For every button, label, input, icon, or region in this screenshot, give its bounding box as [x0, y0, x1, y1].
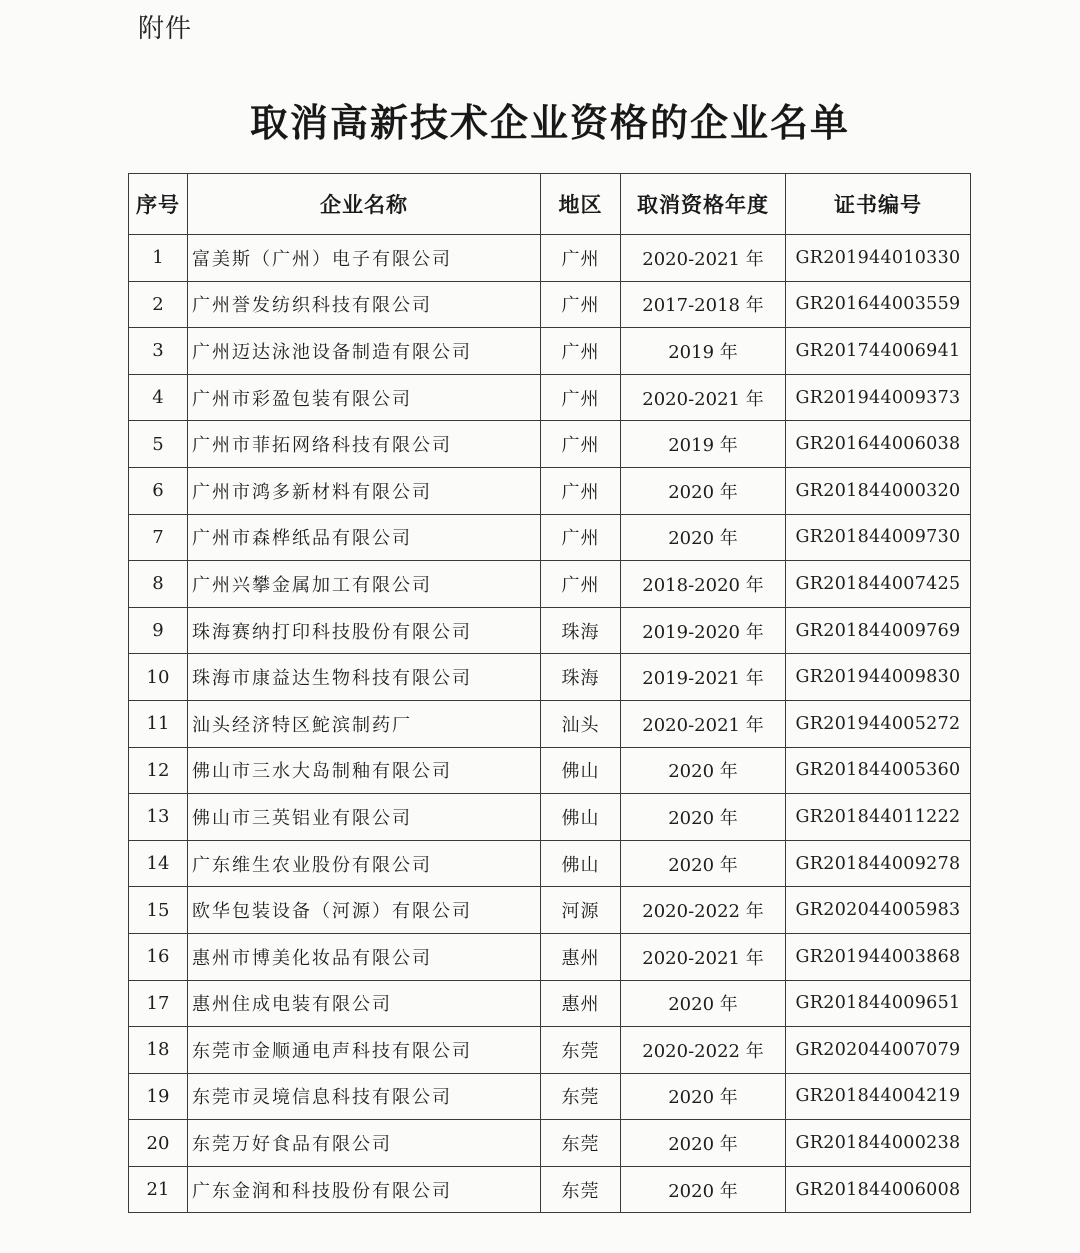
revoked-year: 2019-2020 年 — [621, 607, 786, 654]
company-name: 珠海市康益达生物科技有限公司 — [188, 654, 541, 701]
region: 佛山 — [541, 794, 621, 841]
certificate-number: GR201844004219 — [786, 1073, 971, 1120]
company-name: 东莞万好食品有限公司 — [188, 1120, 541, 1167]
table-header — [129, 174, 971, 235]
certificate-number: GR201844009651 — [786, 980, 971, 1027]
table-row — [129, 467, 971, 514]
region: 广州 — [541, 374, 621, 421]
row-index: 12 — [129, 747, 188, 794]
certificate-number: GR202044005983 — [786, 887, 971, 934]
company-name: 广州市鸿多新材料有限公司 — [188, 467, 541, 514]
row-index: 19 — [129, 1073, 188, 1120]
table-row — [129, 1120, 971, 1167]
region: 珠海 — [541, 654, 621, 701]
region: 惠州 — [541, 980, 621, 1027]
header-row — [129, 174, 971, 235]
region: 惠州 — [541, 933, 621, 980]
region: 广州 — [541, 467, 621, 514]
table-row — [129, 421, 971, 468]
company-name: 佛山市三水大岛制釉有限公司 — [188, 747, 541, 794]
row-index: 7 — [129, 514, 188, 561]
region: 东莞 — [541, 1166, 621, 1213]
row-index: 16 — [129, 933, 188, 980]
company-name: 广州市彩盈包装有限公司 — [188, 374, 541, 421]
revoked-year: 2020-2021 年 — [621, 700, 786, 747]
table-row — [129, 514, 971, 561]
table-row — [129, 933, 971, 980]
row-index: 1 — [129, 235, 188, 282]
company-name: 珠海赛纳打印科技股份有限公司 — [188, 607, 541, 654]
region: 广州 — [541, 235, 621, 282]
column-header-index: 序号 — [129, 174, 188, 235]
column-header-region: 地区 — [541, 174, 621, 235]
table-row — [129, 654, 971, 701]
row-index: 14 — [129, 840, 188, 887]
row-index: 5 — [129, 421, 188, 468]
region: 东莞 — [541, 1027, 621, 1074]
table-row — [129, 887, 971, 934]
document-title: 取消高新技术企业资格的企业名单 — [249, 101, 850, 145]
revoked-year: 2020-2021 年 — [621, 374, 786, 421]
row-index: 15 — [129, 887, 188, 934]
table-row — [129, 700, 971, 747]
table-row — [129, 235, 971, 282]
company-name: 广州市菲拓网络科技有限公司 — [188, 421, 541, 468]
certificate-number: GR201944003868 — [786, 933, 971, 980]
enterprise-table — [128, 173, 971, 1213]
revoked-year: 2017-2018 年 — [621, 281, 786, 328]
certificate-number: GR201944009830 — [786, 654, 971, 701]
certificate-number: GR201944005272 — [786, 700, 971, 747]
certificate-number: GR201844007425 — [786, 561, 971, 608]
row-index: 6 — [129, 467, 188, 514]
company-name: 东莞市金顺通电声科技有限公司 — [188, 1027, 541, 1074]
revoked-year: 2020 年 — [621, 794, 786, 841]
table-row — [129, 747, 971, 794]
table-row — [129, 328, 971, 375]
revoked-year: 2020 年 — [621, 1120, 786, 1167]
region: 广州 — [541, 514, 621, 561]
certificate-number: GR201844009730 — [786, 514, 971, 561]
region: 东莞 — [541, 1073, 621, 1120]
revoked-year: 2020 年 — [621, 514, 786, 561]
certificate-number: GR201844000238 — [786, 1120, 971, 1167]
row-index: 2 — [129, 281, 188, 328]
region: 广州 — [541, 421, 621, 468]
certificate-number: GR201644003559 — [786, 281, 971, 328]
revoked-year: 2020 年 — [621, 840, 786, 887]
certificate-number: GR201744006941 — [786, 328, 971, 375]
region: 广州 — [541, 328, 621, 375]
certificate-number: GR201644006038 — [786, 421, 971, 468]
company-name: 佛山市三英铝业有限公司 — [188, 794, 541, 841]
region: 东莞 — [541, 1120, 621, 1167]
table-body — [129, 235, 971, 1213]
company-name: 广州市森桦纸品有限公司 — [188, 514, 541, 561]
region: 佛山 — [541, 747, 621, 794]
revoked-year: 2019-2021 年 — [621, 654, 786, 701]
certificate-number: GR201944010330 — [786, 235, 971, 282]
table-row — [129, 561, 971, 608]
region: 珠海 — [541, 607, 621, 654]
revoked-year: 2020 年 — [621, 467, 786, 514]
revoked-year: 2020-2022 年 — [621, 1027, 786, 1074]
row-index: 17 — [129, 980, 188, 1027]
table-row — [129, 980, 971, 1027]
table-row — [129, 607, 971, 654]
company-name: 汕头经济特区鮀滨制药厂 — [188, 700, 541, 747]
revoked-year: 2020 年 — [621, 1166, 786, 1213]
column-header-company: 企业名称 — [188, 174, 541, 235]
region: 佛山 — [541, 840, 621, 887]
company-name: 惠州住成电装有限公司 — [188, 980, 541, 1027]
revoked-year: 2020 年 — [621, 747, 786, 794]
company-name: 惠州市博美化妆品有限公司 — [188, 933, 541, 980]
company-name: 富美斯（广州）电子有限公司 — [188, 235, 541, 282]
table-row — [129, 281, 971, 328]
revoked-year: 2020-2022 年 — [621, 887, 786, 934]
row-index: 21 — [129, 1166, 188, 1213]
certificate-number: GR201844009769 — [786, 607, 971, 654]
certificate-number: GR201844009278 — [786, 840, 971, 887]
company-name: 广东维生农业股份有限公司 — [188, 840, 541, 887]
row-index: 18 — [129, 1027, 188, 1074]
table-row — [129, 1166, 971, 1213]
region: 汕头 — [541, 700, 621, 747]
company-name: 欧华包装设备（河源）有限公司 — [188, 887, 541, 934]
table-row — [129, 1073, 971, 1120]
table-row — [129, 374, 971, 421]
revoked-year: 2019 年 — [621, 328, 786, 375]
certificate-number: GR201844005360 — [786, 747, 971, 794]
certificate-number: GR201844011222 — [786, 794, 971, 841]
table-row — [129, 1027, 971, 1074]
row-index: 13 — [129, 794, 188, 841]
row-index: 20 — [129, 1120, 188, 1167]
revoked-year: 2020 年 — [621, 980, 786, 1027]
company-name: 广东金润和科技股份有限公司 — [188, 1166, 541, 1213]
region: 河源 — [541, 887, 621, 934]
row-index: 10 — [129, 654, 188, 701]
revoked-year: 2020 年 — [621, 1073, 786, 1120]
certificate-number: GR201844006008 — [786, 1166, 971, 1213]
certificate-number: GR201844000320 — [786, 467, 971, 514]
company-name: 东莞市灵境信息科技有限公司 — [188, 1073, 541, 1120]
revoked-year: 2018-2020 年 — [621, 561, 786, 608]
revoked-year: 2020-2021 年 — [621, 235, 786, 282]
region: 广州 — [541, 281, 621, 328]
row-index: 3 — [129, 328, 188, 375]
revoked-year: 2020-2021 年 — [621, 933, 786, 980]
certificate-number: GR202044007079 — [786, 1027, 971, 1074]
company-name: 广州迈达泳池设备制造有限公司 — [188, 328, 541, 375]
row-index: 9 — [129, 607, 188, 654]
company-name: 广州兴攀金属加工有限公司 — [188, 561, 541, 608]
row-index: 4 — [129, 374, 188, 421]
row-index: 8 — [129, 561, 188, 608]
column-header-certificate: 证书编号 — [786, 174, 971, 235]
table-row — [129, 794, 971, 841]
table-row — [129, 840, 971, 887]
certificate-number: GR201944009373 — [786, 374, 971, 421]
company-name: 广州誉发纺织科技有限公司 — [188, 281, 541, 328]
region: 广州 — [541, 561, 621, 608]
revoked-year: 2019 年 — [621, 421, 786, 468]
attachment-label: 附件 — [138, 14, 193, 44]
column-header-year: 取消资格年度 — [621, 174, 786, 235]
row-index: 11 — [129, 700, 188, 747]
